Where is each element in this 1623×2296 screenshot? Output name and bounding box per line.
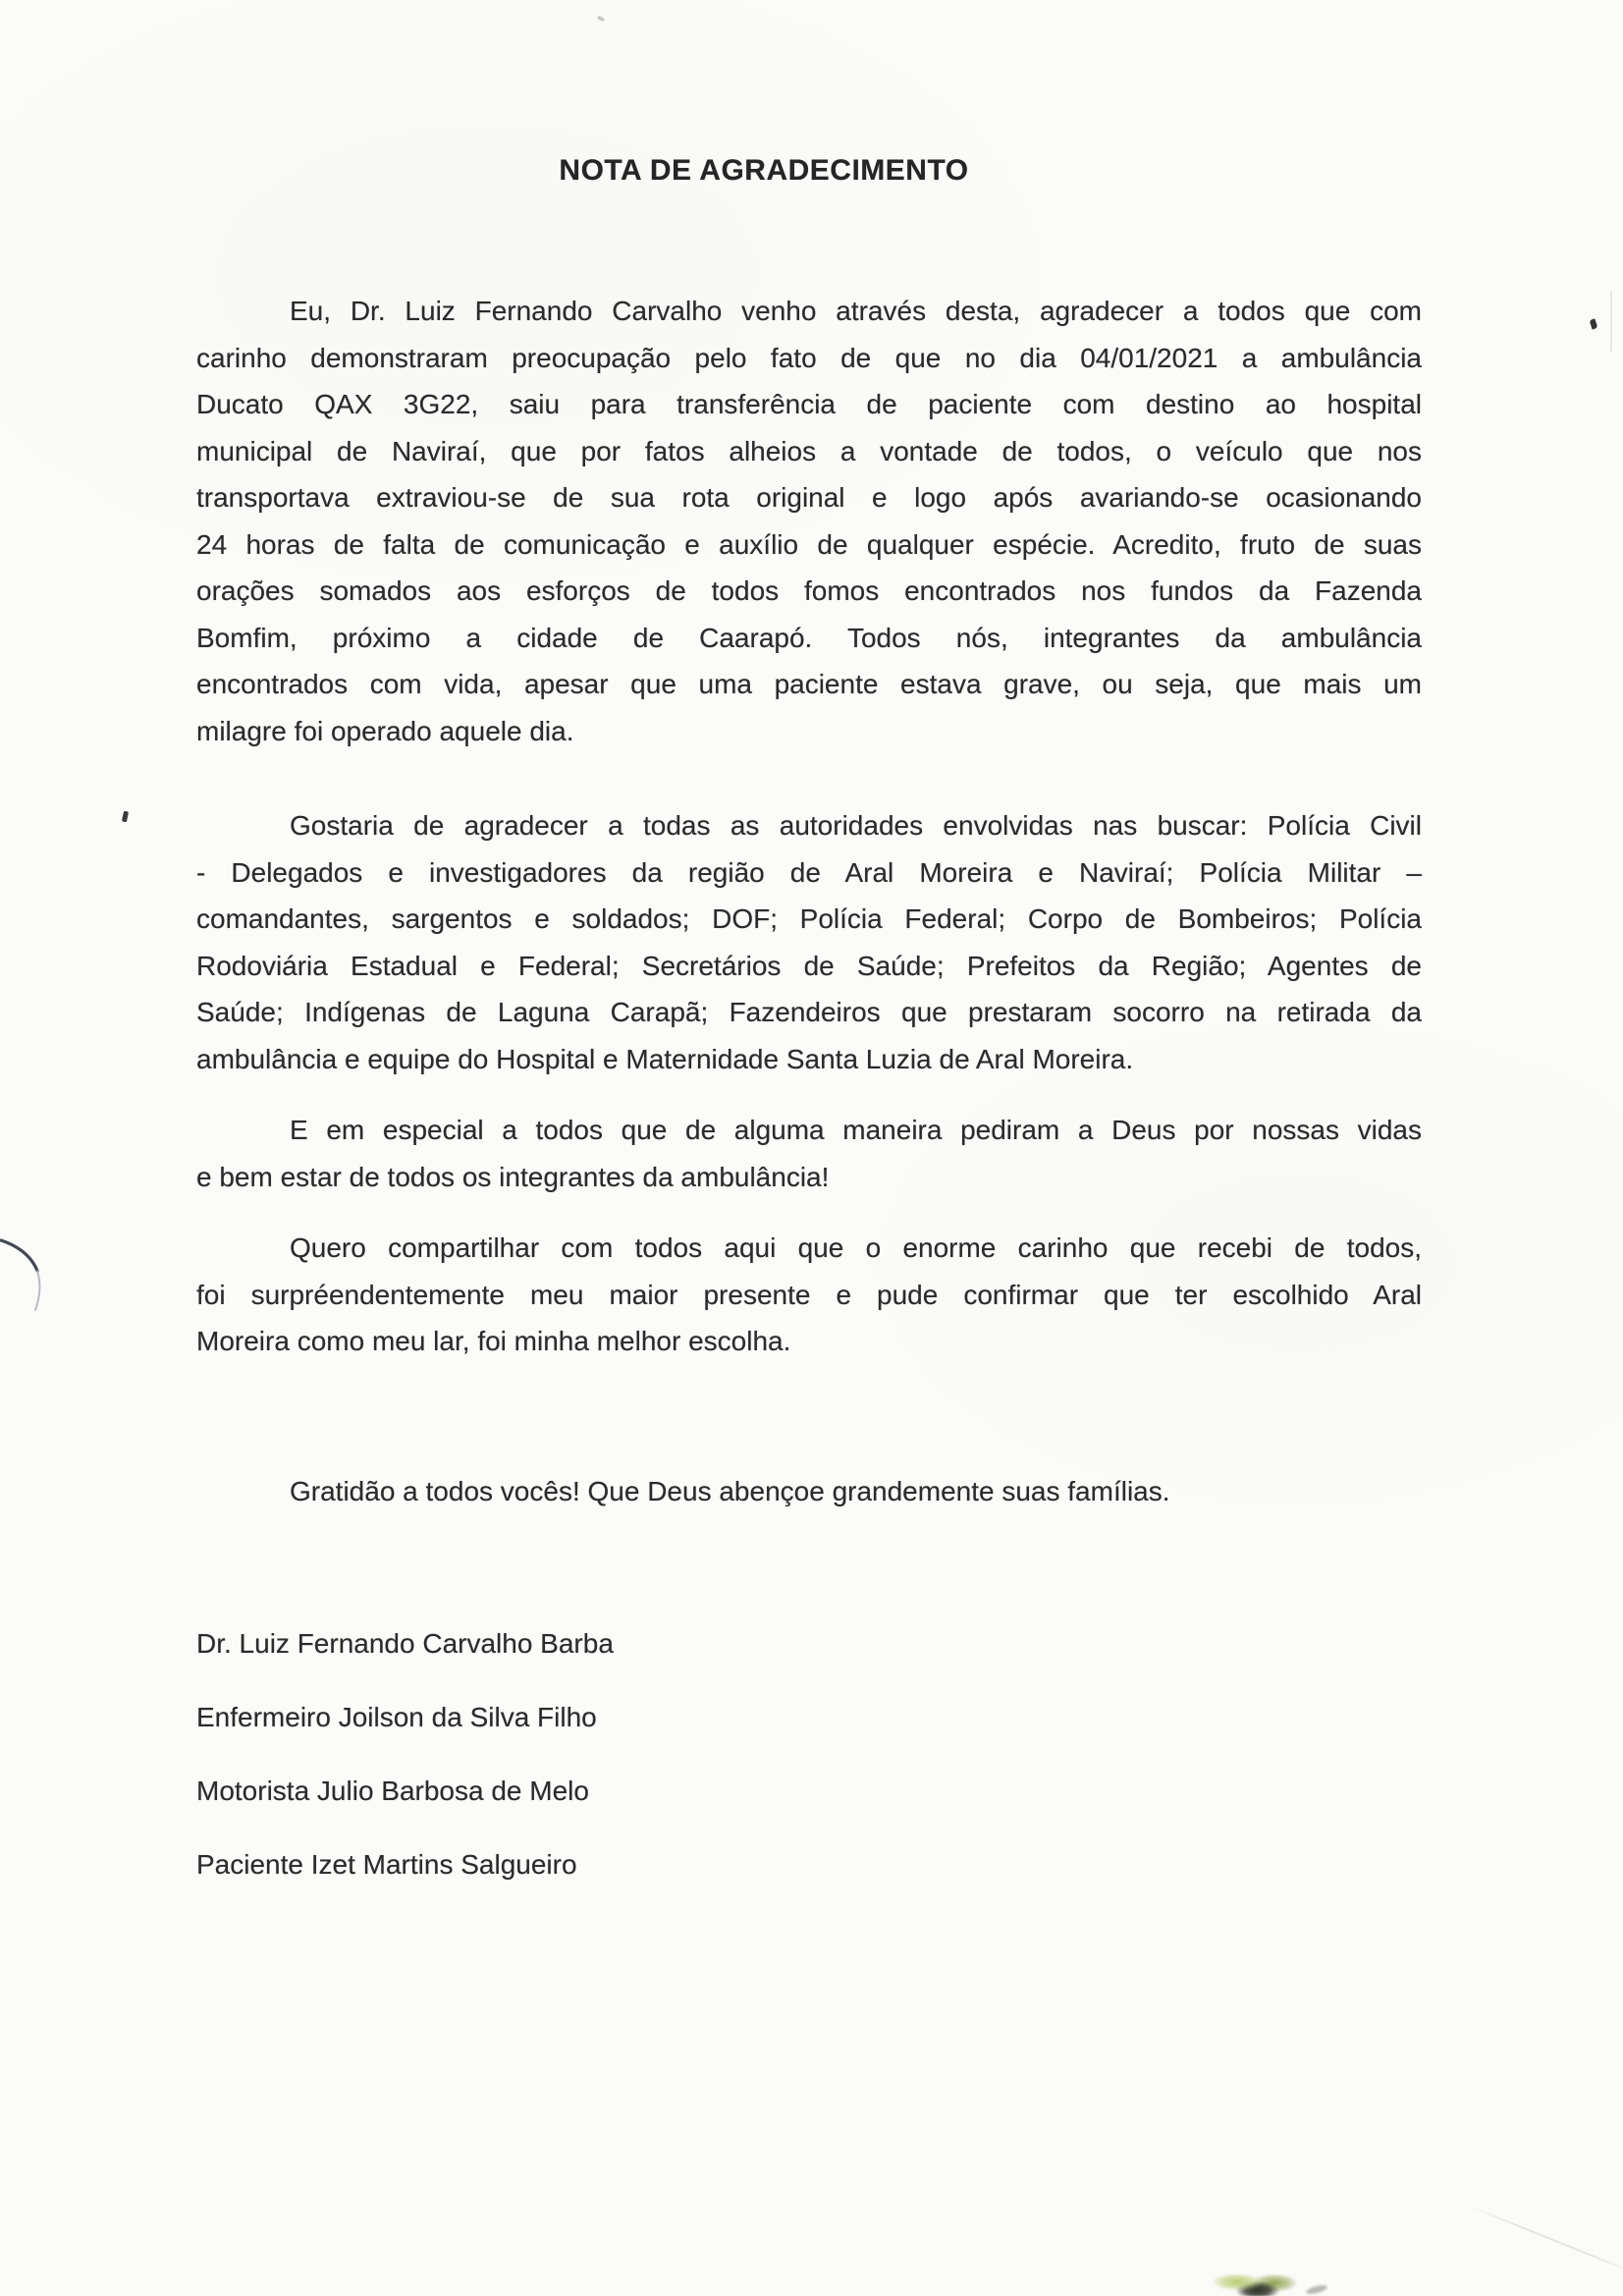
document-line: comandantes, sargentos e soldados; DOF; Polícia Federal; Corpo de Bombeiros; Polícia [196,903,1422,934]
document-line: carinho demonstraram preocupação pelo fato de que no dia 04/01/2021 a ambulância [196,342,1422,373]
document-line: orações somados aos esforços de todos fomos encontrados nos fundos da Fazenda [196,575,1422,606]
paper-crease-artifact [1470,2206,1623,2277]
signature-line: Motorista Julio Barbosa de Melo [196,1776,589,1806]
scan-dust-artifact [597,15,606,22]
document-line: foi surpréendentemente meu maior presente e pude confirmar que ter escolhido Aral [196,1279,1422,1310]
document-line: Gratidão a todos vocês! Que Deus abençoe grandemente suas famílias. [290,1476,1170,1506]
document-line: Gostaria de agradecer a todas as autoridades envolvidas nas buscar: Polícia Civil [290,810,1422,841]
signature-line: Enfermeiro Joilson da Silva Filho [196,1702,597,1732]
paragraph [196,1225,1422,1365]
pen-stroke-artifact [0,1228,59,1316]
signature-line: Dr. Luiz Fernando Carvalho Barba [196,1628,614,1659]
scan-dust-artifact [1305,2283,1327,2295]
paragraph [196,1468,1422,1515]
ink-speck-artifact [122,811,129,823]
document-line: municipal de Naviraí, que por fatos alheios a vontade de todos, o veículo que nos [196,435,1422,466]
ink-speck-artifact [1590,318,1598,329]
document-line: - Delegados e investigadores da região de Aral Moreira e Naviraí; Polícia Militar – [196,856,1422,888]
document-line: transportava extraviou-se de sua rota original e logo após avariando-se ocasionando [196,482,1422,513]
document-line: Rodoviária Estadual e Federal; Secretários de Saúde; Prefeitos da Região; Agentes de [196,950,1422,981]
signature-block [196,1620,1080,1915]
green-smudge-artifact [1214,2274,1298,2296]
document-line: encontrados com vida, apesar que uma paciente estava grave, ou seja, que mais um [196,669,1422,699]
document-line: milagre foi operado aquele dia. [196,715,574,746]
paragraph [196,1107,1422,1200]
paragraph [196,802,1422,1082]
document-line: Moreira como meu lar, foi minha melhor escolha. [196,1326,791,1356]
document-line: e bem estar de todos os integrantes da ambulância! [196,1161,830,1192]
paragraph [196,288,1422,754]
document-line: E em especial a todos que de alguma maneira pediram a Deus por nossas vidas [290,1115,1422,1145]
document-line: Ducato QAX 3G22, saiu para transferência de paciente com destino ao hospital [196,389,1422,419]
signature-line: Paciente Izet Martins Salgueiro [196,1849,577,1880]
document-line: Eu, Dr. Luiz Fernando Carvalho venho através desta, agradecer a todos que com [290,296,1422,326]
document-line: Saúde; Indígenas de Laguna Carapã; Fazendeiros que prestaram socorro na retirada da [196,997,1422,1027]
document-line: 24 horas de falta de comunicação e auxílio de qualquer espécie. Acredito, fruto de suas [196,528,1422,560]
document-line: Bomfim, próximo a cidade de Caarapó. Todos nós, integrantes da ambulância [196,622,1422,653]
document-line: Quero compartilhar com todos aqui que o enorme carinho que recebi de todos, [290,1232,1422,1263]
page-title: NOTA DE AGRADECIMENTO [559,154,969,187]
scan-edge-artifact [1610,291,1612,352]
document-line: ambulância e equipe do Hospital e Maternidade Santa Luzia de Aral Moreira. [196,1043,1134,1074]
